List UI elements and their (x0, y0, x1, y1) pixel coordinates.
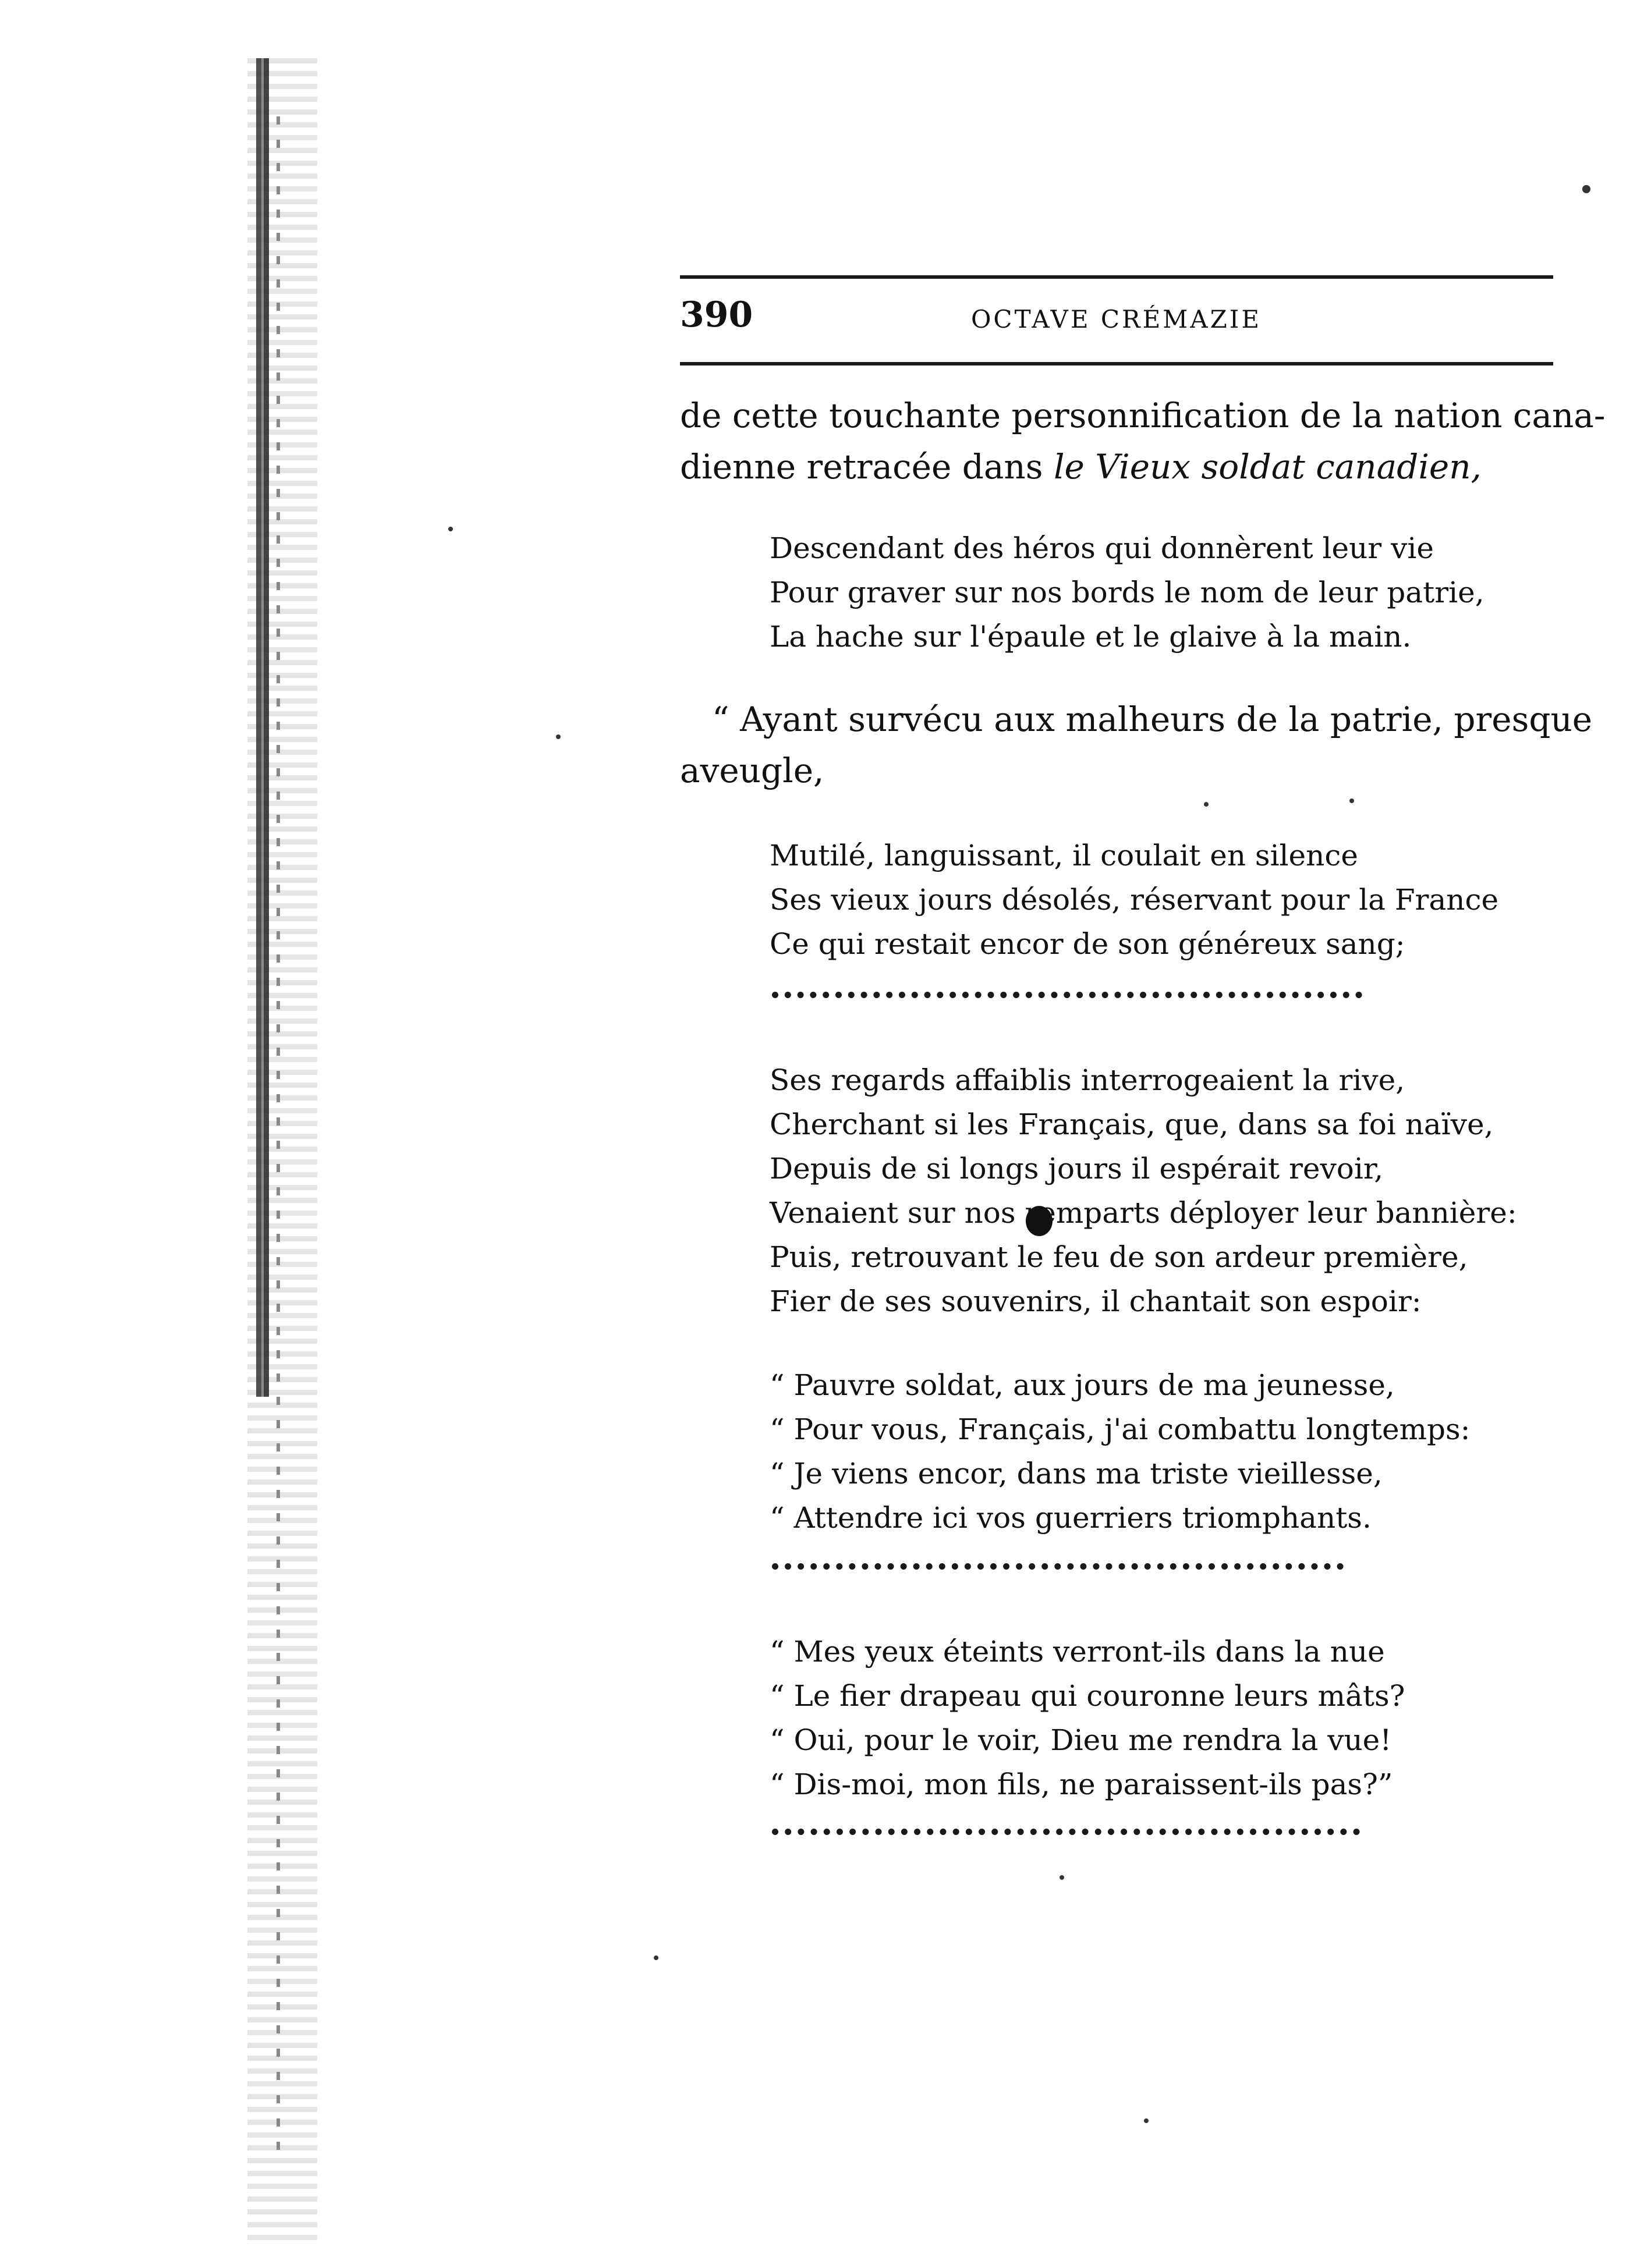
ellipsis-divider (772, 992, 1362, 998)
verse-line: Venaient sur nos remparts déployer leur bannière: (770, 1196, 1517, 1230)
scan-speck (556, 734, 561, 739)
verse-line: “ Pour vous, Français, j'ai combattu longtemps: (770, 1412, 1471, 1446)
stanza-1 (770, 526, 1484, 659)
verse-line: “ Pauvre soldat, aux jours de ma jeunesse, (770, 1368, 1395, 1402)
verse-line: Puis, retrouvant le feu de son ardeur première, (770, 1240, 1468, 1274)
ellipsis-divider (772, 1563, 1344, 1570)
verse-line: Descendant des héros qui donnèrent leur vie (770, 531, 1434, 565)
verse-line: Depuis de si longs jours il espérait revoir, (770, 1152, 1384, 1186)
verse-line: “ Attendre ici vos guerriers triomphants. (770, 1501, 1372, 1535)
verse-line: Mutilé, languissant, il coulait en silence (770, 839, 1358, 872)
page-number: 390 (680, 294, 753, 335)
quote-line-2: aveugle, (680, 751, 824, 790)
scan-speck (448, 527, 453, 531)
scan-speck (1204, 802, 1209, 807)
scan-speck (1144, 2118, 1149, 2123)
verse-line: “ Oui, pour le voir, Dieu me rendra la vue! (770, 1723, 1392, 1757)
binding-gutter-dashes (277, 116, 280, 2153)
stanza-2 (770, 833, 1498, 966)
scan-speck (1060, 1875, 1064, 1880)
verse-line: Pour graver sur nos bords le nom de leur patrie, (770, 576, 1484, 609)
verse-line: Ses regards affaiblis interrogeaient la rive, (770, 1063, 1405, 1097)
verse-line: “ Le fier drapeau qui couronne leurs mâts? (770, 1679, 1405, 1713)
header-rule-bottom (680, 362, 1553, 365)
verse-line: Ses vieux jours désolés, réservant pour la France (770, 883, 1499, 917)
intro-line-2-text: dienne retracée dans (680, 447, 1054, 487)
intro-paragraph (680, 390, 1606, 492)
verse-line: “ Dis-moi, mon fils, ne paraissent-ils pas?” (770, 1767, 1393, 1801)
scan-speck (654, 1955, 658, 1960)
stanza-5 (770, 1630, 1405, 1806)
stanza-3 (770, 1058, 1517, 1323)
quote-line-1: “ Ayant survécu aux malheurs de la patrie, presque (712, 700, 1593, 739)
running-head: OCTAVE CRÉMAZIE (971, 305, 1262, 333)
ellipsis-divider (772, 1829, 1360, 1835)
stanza-4 (770, 1363, 1471, 1540)
binding-gutter-line (256, 58, 269, 1397)
verse-line: La hache sur l'épaule et le glaive à la main. (770, 620, 1412, 654)
intro-line-1: de cette touchante personnification de la nation cana- (680, 396, 1606, 435)
verse-line: Ce qui restait encor de son généreux sang; (770, 927, 1405, 961)
intro-line-2 (680, 441, 1559, 492)
verse-line: “ Mes yeux éteints verront-ils dans la nue (770, 1635, 1385, 1669)
poem-title: le Vieux soldat canadien, (1053, 447, 1482, 487)
header-rule-top (680, 275, 1553, 279)
scan-speck (1349, 798, 1354, 803)
verse-line: Cherchant si les Français, que, dans sa foi naïve, (770, 1108, 1494, 1141)
verse-line: Fier de ses souvenirs, il chantait son espoir: (770, 1284, 1422, 1318)
quote-paragraph (680, 694, 1593, 796)
scan-speck (1582, 185, 1590, 193)
verse-line: “ Je viens encor, dans ma triste vieillesse, (770, 1457, 1383, 1490)
